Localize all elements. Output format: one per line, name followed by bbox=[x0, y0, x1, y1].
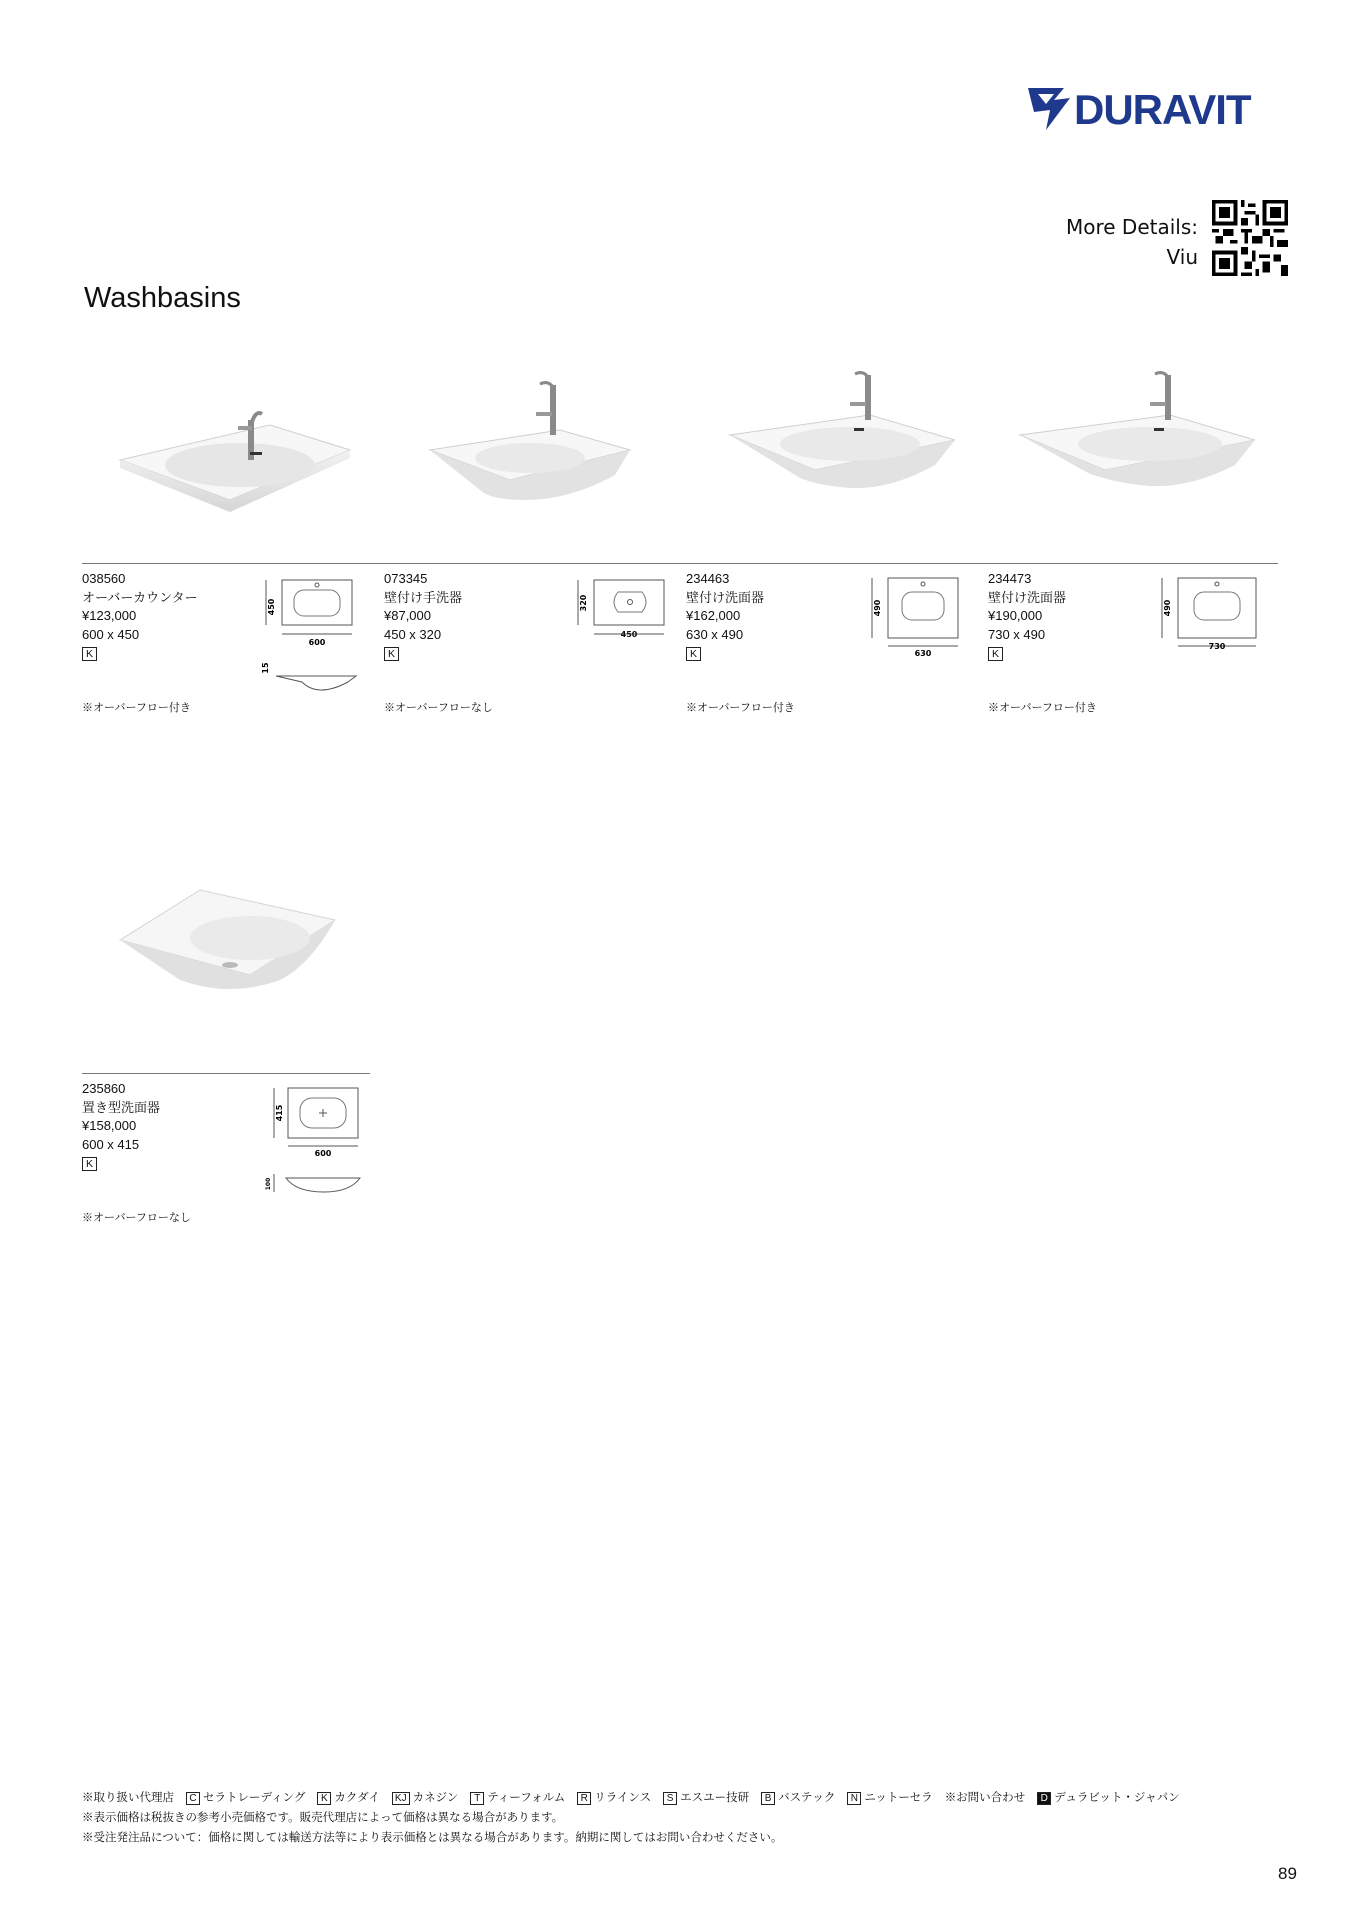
dealer: N ニットーセラ bbox=[847, 1788, 932, 1808]
product-type: 置き型洗面器 bbox=[82, 1099, 161, 1115]
inquiry-label: ※お問い合わせ bbox=[944, 1792, 1026, 1804]
duravit-logo bbox=[1024, 80, 1284, 136]
technical-drawing bbox=[864, 570, 964, 710]
product-image bbox=[110, 880, 355, 1060]
technical-drawing bbox=[264, 1080, 364, 1220]
order-note: ※受注発注品について：価格に関しては輸送方法等により表示価格とは異なる場合があります。納期に関してはお問い合わせください。 bbox=[82, 1832, 783, 1844]
product-note: ※オーバーフローなし bbox=[82, 1212, 191, 1224]
product-size: 630 x 490 bbox=[686, 626, 744, 642]
product-price: ¥162,000 bbox=[686, 608, 741, 623]
svg-text:100: 100 bbox=[265, 1177, 272, 1191]
divider bbox=[82, 563, 1278, 564]
svg-text:415: 415 bbox=[275, 1104, 284, 1122]
price-note: ※表示価格は税抜きの参考小売価格です。販売代理店によって価格は異なる場合があります。 bbox=[82, 1812, 564, 1824]
product-image bbox=[1010, 370, 1255, 550]
dealer: KJ カネジン bbox=[392, 1788, 458, 1808]
more-details-label: More Details: bbox=[1065, 215, 1198, 239]
product-code: 234473 bbox=[988, 571, 1032, 586]
product-info bbox=[82, 1080, 257, 1173]
dealer-badge: K bbox=[988, 647, 1003, 661]
product-type: 壁付け洗面器 bbox=[988, 589, 1067, 605]
svg-text:730: 730 bbox=[1208, 642, 1226, 651]
technical-drawing bbox=[570, 570, 670, 710]
svg-text:DURAVIT: DURAVIT bbox=[1074, 86, 1251, 133]
svg-text:600: 600 bbox=[314, 1149, 332, 1158]
dealer: K カクダイ bbox=[317, 1788, 380, 1808]
divider bbox=[82, 1073, 370, 1074]
product-info bbox=[988, 570, 1163, 663]
inquiry-contact: D デュラビット・ジャパン bbox=[1037, 1788, 1179, 1808]
product-size: 450 x 320 bbox=[384, 626, 442, 642]
product-code: 235860 bbox=[82, 1081, 126, 1096]
series-name: Viu bbox=[1166, 245, 1198, 269]
product-price: ¥123,000 bbox=[82, 608, 137, 623]
product-size: 600 x 450 bbox=[82, 626, 140, 642]
product-price: ¥190,000 bbox=[988, 608, 1043, 623]
product-code: 073345 bbox=[384, 571, 428, 586]
dealer-badge: K bbox=[686, 647, 701, 661]
product-type: 壁付け手洗器 bbox=[384, 589, 463, 605]
svg-text:600: 600 bbox=[308, 638, 326, 647]
product-image bbox=[720, 370, 965, 550]
product-size: 730 x 490 bbox=[988, 626, 1046, 642]
product-type: オーバーカウンター bbox=[82, 589, 198, 605]
dealer: B バステック bbox=[761, 1788, 835, 1808]
product-type: 壁付け洗面器 bbox=[686, 589, 765, 605]
page-number: 89 bbox=[1278, 1864, 1297, 1883]
product-image bbox=[110, 370, 355, 550]
technical-drawing bbox=[1158, 570, 1258, 710]
dealer: T ティーフォルム bbox=[470, 1788, 565, 1808]
svg-text:15: 15 bbox=[261, 662, 270, 674]
product-price: ¥158,000 bbox=[82, 1118, 137, 1133]
product-price: ¥87,000 bbox=[384, 608, 431, 623]
svg-text:320: 320 bbox=[579, 594, 588, 612]
product-note: ※オーバーフロー付き bbox=[82, 702, 191, 714]
product-info bbox=[82, 570, 257, 663]
svg-text:490: 490 bbox=[873, 599, 882, 617]
product-image bbox=[420, 370, 665, 550]
dealer: C セラトレーディング bbox=[186, 1788, 305, 1808]
product-info bbox=[384, 570, 559, 663]
dealer: R リラインス bbox=[577, 1788, 651, 1808]
product-code: 038560 bbox=[82, 571, 126, 586]
page-title: Washbasins bbox=[84, 282, 241, 314]
svg-text:450: 450 bbox=[620, 630, 638, 639]
dealer-badge: K bbox=[82, 1157, 97, 1171]
technical-drawing bbox=[258, 570, 358, 710]
dealers-row bbox=[82, 1788, 1192, 1808]
dealer-badge: K bbox=[384, 647, 399, 661]
product-note: ※オーバーフロー付き bbox=[686, 702, 795, 714]
product-size: 600 x 415 bbox=[82, 1136, 140, 1152]
dealers-label: ※取り扱い代理店 bbox=[82, 1792, 174, 1804]
svg-text:450: 450 bbox=[267, 598, 276, 616]
qr-code-icon[interactable] bbox=[1212, 200, 1288, 276]
product-info bbox=[686, 570, 861, 663]
product-note: ※オーバーフローなし bbox=[384, 702, 493, 714]
svg-text:630: 630 bbox=[914, 649, 932, 658]
product-note: ※オーバーフロー付き bbox=[988, 702, 1097, 714]
more-details bbox=[1066, 212, 1198, 272]
product-code: 234463 bbox=[686, 571, 730, 586]
footer bbox=[82, 1788, 1192, 1848]
svg-text:490: 490 bbox=[1163, 599, 1172, 617]
dealer: S エスユー技研 bbox=[663, 1788, 749, 1808]
dealer-badge: K bbox=[82, 647, 97, 661]
